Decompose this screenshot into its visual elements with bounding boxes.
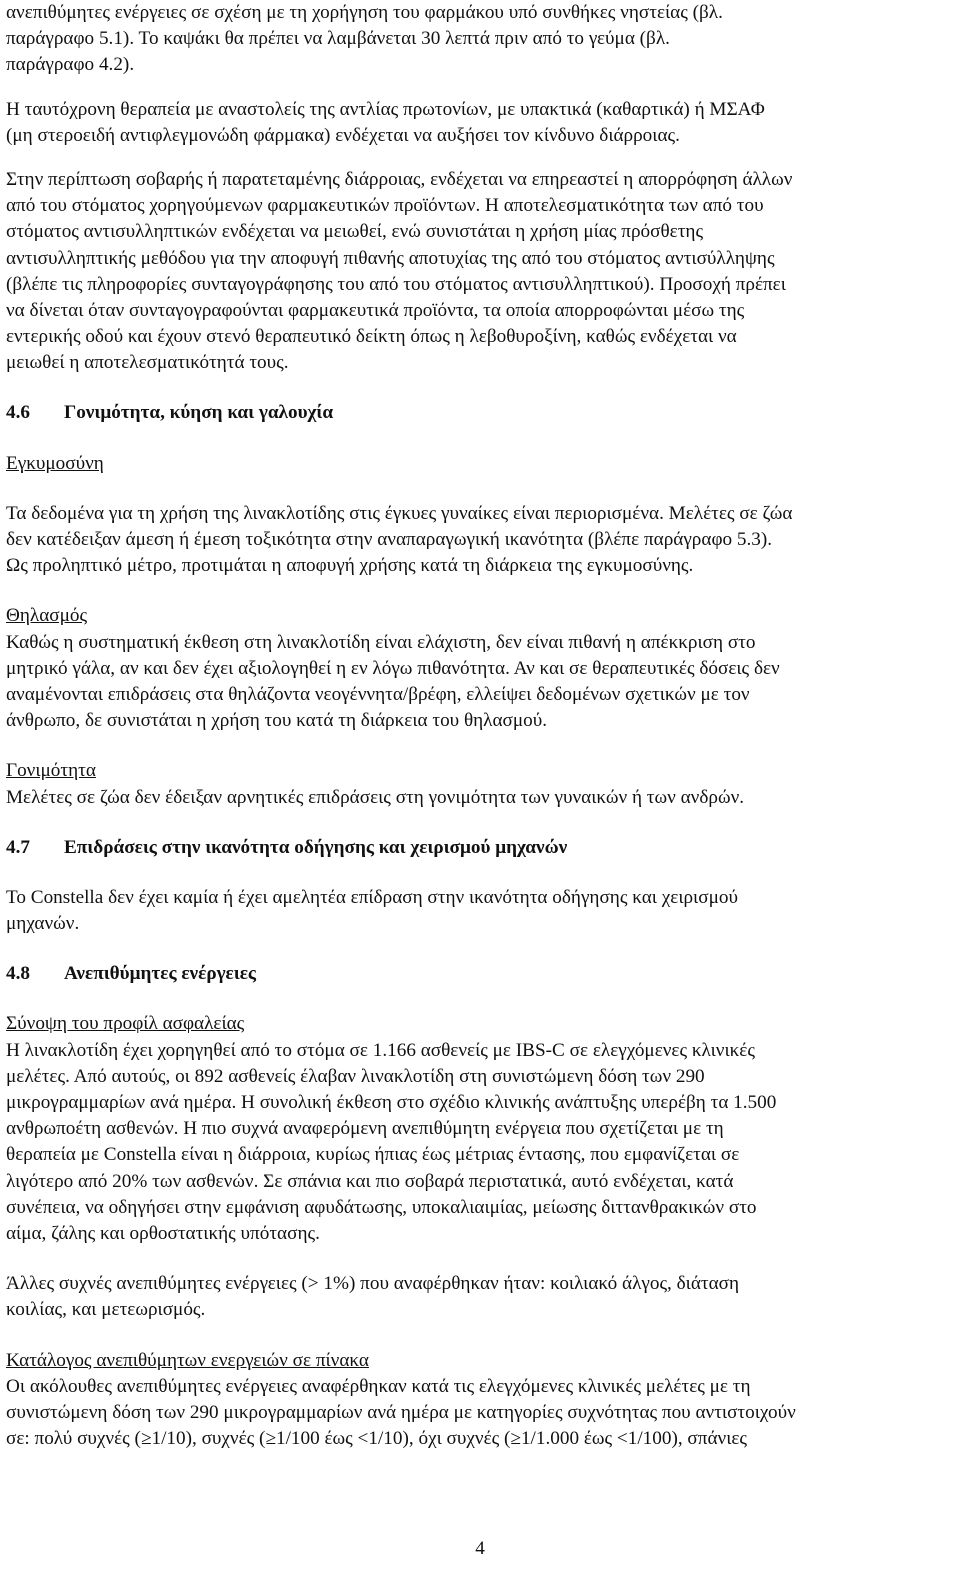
section-number: 4.7	[6, 836, 30, 858]
text-line: σε: πολύ συχνές (≥1/10), συχνές (≥1/100 έως <1/10), όχι συχνές (≥1/1.000 έως <1/100), σπάνιες	[6, 1428, 748, 1450]
subheading-safety-profile: Σύνοψη του προφίλ ασφαλείας	[6, 1013, 245, 1035]
text-line: δεν κατέδειξαν άμεση ή έμεση τοξικότητα στην αναπαραγωγική ικανότητα (βλέπε παράγραφο 5.3).	[6, 529, 773, 550]
text-line: αίμα, ζάλης και ορθοστατικής υπότασης.	[6, 1222, 320, 1244]
text-line: ανθρωποέτη ασθενών. Η πιο συχνά αναφερόμενη ανεπιθύμητη ενέργεια που σχετίζεται με τη	[6, 1118, 724, 1140]
text-line: εντερικής οδού και έχουν στενό θεραπευτικό δείκτη όπως η λεβοθυροξίνη, καθώς ενδέχεται να	[6, 326, 737, 348]
subheading-adr-table: Κατάλογος ανεπιθύμητων ενεργειών σε πίνακα	[6, 1349, 369, 1371]
text-line: ανεπιθύμητες ενέργειες σε σχέση με τη χορήγηση του φαρμάκου υπό συνθήκες νηστείας (βλ.	[6, 2, 723, 23]
paragraph-severe-diarrhoea	[6, 167, 956, 377]
paragraph-driving	[6, 885, 956, 937]
text-line: λιγότερο από 20% των ασθενών. Σε σπάνια και πιο σοβαρά περιστατικά, αυτό ενδέχεται, κατά	[6, 1170, 734, 1192]
text-line: Οι ακόλουθες ανεπιθύμητες ενέργειες αναφέρθηκαν κατά τις ελεγχόμενες κλινικές μελέτες με τη	[6, 1375, 751, 1397]
section-heading-4-6	[6, 400, 956, 426]
text-line: Άλλες συχνές ανεπιθύμητες ενέργειες (> 1%) που αναφέρθηκαν ήταν: κοιλιακό άλγος, διάταση	[6, 1273, 740, 1295]
text-line: μελέτες. Από αυτούς, οι 892 ασθενείς έλαβαν λινακλοτίδη στη συνιστώμενη δόση των 290	[6, 1065, 705, 1087]
text-line: να δίνεται όταν συνταγογραφούνται φαρμακευτικά προϊόντα, τα οποία απορροφώνται μέσω της	[6, 299, 745, 321]
text-line: παράγραφο 5.1). Το καψάκι θα πρέπει να λαμβάνεται 30 λεπτά πριν από το γεύμα (βλ.	[6, 28, 670, 50]
subheading-pregnancy: Εγκυμοσύνη	[6, 452, 104, 474]
text-line: (μη στεροειδή αντιφλεγμονώδη φάρμακα) ενδέχεται να αυξήσει τον κίνδυνο διάρροιας.	[6, 124, 680, 146]
text-line: Ως προληπτικό μέτρο, προτιμάται η αποφυγή χρήσης κατά τη διάρκεια της εγκυμοσύνης.	[6, 555, 694, 577]
text-line: μειωθεί η αποτελεσματικότητά τους.	[6, 352, 289, 374]
text-line: από του στόματος χορηγούμενων φαρμακευτικών προϊόντων. Η αποτελεσματικότητα των από του	[6, 195, 764, 217]
paragraph-adr-table	[6, 1374, 956, 1453]
text-line: μηχανών.	[6, 913, 80, 935]
paragraph-lactation	[6, 630, 956, 735]
text-line: Το Constella δεν έχει καμία ή έχει αμελητέα επίδραση στην ικανότητα οδήγησης και χειρισμού	[6, 886, 738, 908]
paragraph-other-common-adr	[6, 1271, 956, 1323]
text-line: αντισυλληπτικής μεθόδου για την αποφυγή πιθανής αποτυχίας της από του στόματος αντισύλληψης	[6, 247, 775, 269]
page-number: 4	[475, 1538, 485, 1559]
text-line: Η λινακλοτίδη έχει χορηγηθεί από το στόμα σε 1.166 ασθενείς με IBS-C σε ελεγχόμενες κλινικές	[6, 1039, 755, 1061]
text-line: στόματος αντισυλληπτικών ενδέχεται να μειωθεί, ενώ συνιστάται η χρήση μίας πρόσθετης	[6, 221, 704, 243]
text-line: μικρογραμμαρίων ανά ημέρα. Η συνολική έκθεση στο σχέδιο κλινικής ανάπτυξης υπερέβη τα 1.500	[6, 1092, 777, 1113]
text-line: συνιστώμενη δόση των 290 μικρογραμμαρίων ανά ημέρα με κατηγορίες συχνότητας που αντιστοιχούν	[6, 1401, 796, 1423]
section-number: 4.6	[6, 402, 30, 424]
paragraph-fertility	[6, 785, 956, 811]
section-heading-4-8	[6, 961, 956, 987]
text-line: παράγραφο 4.2).	[6, 54, 135, 76]
text-line: Η ταυτόχρονη θεραπεία με αναστολείς της αντλίας πρωτονίων, με υπακτικά (καθαρτικά) ή ΜΣΑΦ	[6, 98, 765, 120]
text-line: συνέπεια, να οδηγήσει στην εμφάνιση αφυδάτωσης, υποκαλιαιμίας, μείωσης διττανθρακικών στο	[6, 1196, 757, 1218]
text-line: μητρικό γάλα, αν και δεν έχει αξιολογηθεί η εν λόγω πιθανότητα. Αν και σε θεραπευτικές δόσεις δεν	[6, 657, 780, 679]
paragraph-safety-profile	[6, 1038, 956, 1248]
subheading-lactation: Θηλασμός	[6, 605, 88, 627]
text-line: Καθώς η συστηματική έκθεση στη λινακλοτίδη είναι ελάχιστη, δεν είναι πιθανή η απέκκριση στο	[6, 631, 756, 653]
paragraph-concomitant-therapy	[6, 97, 956, 149]
text-line: Στην περίπτωση σοβαρής ή παρατεταμένης διάρροιας, ενδέχεται να επηρεαστεί η απορρόφηση άλλων	[6, 168, 793, 190]
section-title: Γονιμότητα, κύηση και γαλουχία	[64, 402, 334, 424]
text-line: Τα δεδομένα για τη χρήση της λινακλοτίδης στις έγκυες γυναίκες είναι περιορισμένα. Μελέτες σε ζώα	[6, 502, 793, 524]
section-heading-4-7	[6, 835, 956, 861]
section-title: Επιδράσεις στην ικανότητα οδήγησης και χειρισμού μηχανών	[64, 836, 568, 858]
section-number: 4.8	[6, 963, 30, 985]
text-line: (βλέπε τις πληροφορίες συνταγογράφησης του από του στόματος αντισυλληπτικού). Προσοχή πρέπει	[6, 273, 786, 295]
text-line: κοιλίας, και μετεωρισμός.	[6, 1299, 206, 1321]
text-line: θεραπεία με Constella είναι η διάρροια, κυρίως ήπιας έως μέτριας έντασης, που εμφανίζεται σε	[6, 1144, 740, 1166]
text-line: αναμένονται επιδράσεις στα θηλάζοντα νεογέννητα/βρέφη, ελλείψει δεδομένων σχετικών με τον	[6, 683, 750, 705]
subheading-fertility: Γονιμότητα	[6, 760, 96, 782]
text-line: Μελέτες σε ζώα δεν έδειξαν αρνητικές επιδράσεις στη γονιμότητα των γυναικών ή των ανδρών.	[6, 786, 745, 808]
text-line: άνθρωπο, δε συνιστάται η χρήση του κατά τη διάρκεια του θηλασμού.	[6, 710, 548, 732]
paragraph-pregnancy	[6, 501, 956, 580]
document-page	[6, 0, 956, 1452]
section-title: Ανεπιθύμητες ενέργειες	[64, 963, 256, 985]
paragraph-fasting	[6, 0, 956, 79]
